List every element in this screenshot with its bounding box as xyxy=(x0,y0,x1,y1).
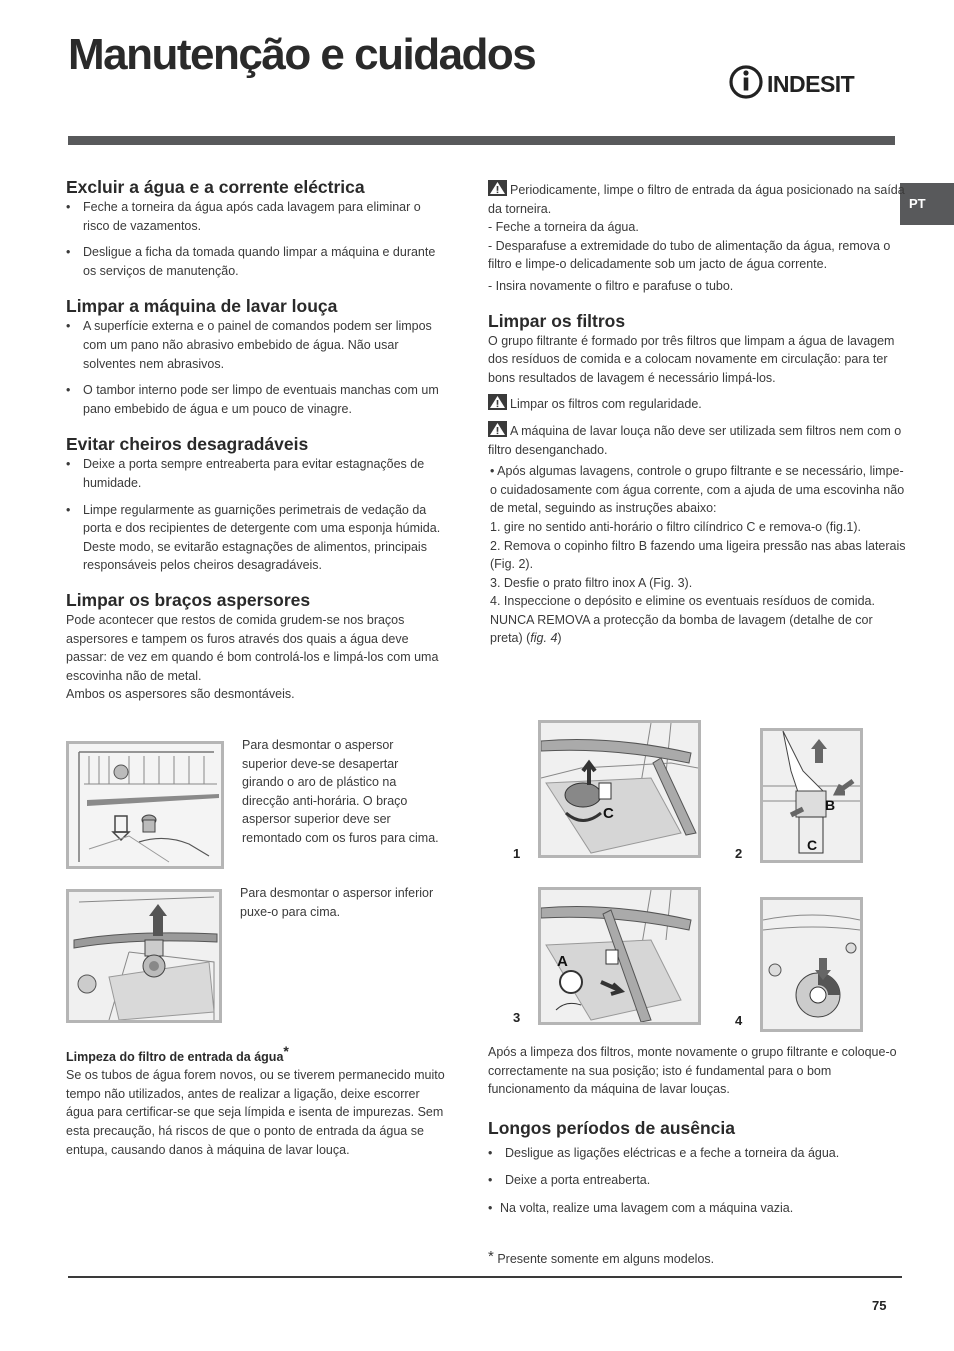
paragraph: Ambos os aspersores são desmontáveis. xyxy=(66,687,295,702)
paragraph xyxy=(488,421,906,459)
section-heading: Limpar os filtros xyxy=(488,310,626,331)
brand-text: INDESIT xyxy=(767,71,855,97)
page-title: Manutenção e cuidados xyxy=(68,30,536,79)
section-heading: Limpar os braços aspersores xyxy=(66,589,311,610)
upper-spray-arm-illustration xyxy=(66,741,224,869)
filter-label-b: B xyxy=(825,797,836,813)
paragraph: - Feche a torneira da água. xyxy=(488,220,639,235)
right-column xyxy=(488,180,906,648)
list-item: • O tambor interno pode ser limpo de eventuais manchas com um pano embebido de água e um pouco de vinagre. xyxy=(66,381,444,418)
filter-figure-4 xyxy=(760,897,863,1032)
paragraph: • Após algumas lavagens, controle o grupo filtrante e se necessário, limpe-o cuidadosamente com água corrente, com a ajuda de uma escovinha não de metal, seguindo as instruções abaixo: xyxy=(490,464,905,516)
paragraph: Pode acontecer que restos de comida grudem-se nos braços aspersores e tampem os furos através dos quais a água deve passar: de vez em quando é bom controlá-los e limpá-los com uma escovinha não de metal. xyxy=(66,612,439,683)
footnote-text: Presente somente em alguns modelos. xyxy=(497,1252,715,1266)
bullet-list xyxy=(66,455,444,575)
warning-text: A máquina de lavar louça não deve ser utilizada sem filtros nem com o filtro desenganchado. xyxy=(488,423,902,457)
bullet-list xyxy=(66,198,444,280)
warning-icon xyxy=(488,421,507,437)
section-heading: Longos períodos de ausência xyxy=(488,1117,735,1138)
inlet-filter-section xyxy=(66,1042,446,1159)
figure-number: 3 xyxy=(513,1010,521,1025)
section-heading xyxy=(66,1042,446,1066)
filter-figure-1 xyxy=(538,720,701,858)
figure-number: 4 xyxy=(735,1013,743,1028)
step: 1. gire no sentido anti-horário o filtro cilíndrico C e remova-o (fig.1). xyxy=(490,519,861,534)
language-tab: PT xyxy=(900,183,954,225)
warning-text: Periodicamente, limpe o filtro de entrada da água posicionado na saída da torneira. xyxy=(488,183,905,216)
list-item: • A superfície externa e o painel de comandos podem ser limpos com um pano não abrasivo embebido de água. Não usar solventes nem abrasivos. xyxy=(66,317,444,373)
paragraph xyxy=(488,394,906,414)
paragraph xyxy=(488,180,906,218)
asterisk: * xyxy=(488,1248,494,1265)
figure-number: 1 xyxy=(513,846,521,861)
filter-figure-2 xyxy=(760,728,863,863)
page-number: 75 xyxy=(872,1298,887,1313)
list-item: • Desligue a ficha da tomada quando limpar a máquina e durante os serviços de manutenção. xyxy=(66,243,444,280)
left-column xyxy=(66,176,444,704)
step xyxy=(490,592,906,648)
filter-instructions xyxy=(488,462,906,648)
footer-line xyxy=(68,1276,902,1278)
upper-spray-arm-caption: Para desmontar o aspersor superior deve-se desapertar girando o aro de plástico na direcção anti-horária. O braço aspersor superior deve ser remontado com os furos para cima. xyxy=(242,738,439,845)
section-heading: Limpar a máquina de lavar louça xyxy=(66,296,338,317)
step-text-end: ) xyxy=(557,631,562,646)
paragraph: Se os tubos de água forem novos, ou se tiverem permanecido muito tempo não utilizados, antes de realizar a ligação, deixe escorrer água para certificar-se que seja límpida e isenta de impurezas. Sem esta precaução, há riscos de que o ponto de entrada da água se entupa, causando danos à máquina de lavar louça. xyxy=(66,1068,445,1157)
paragraph: - Desparafuse a extremidade do tubo de alimentação da água, remova o filtro e limpe-o delicadamente sob um jacto de água corrente. xyxy=(488,238,891,272)
list-item: • Feche a torneira da água após cada lavagem para eliminar o risco de vazamentos. xyxy=(66,198,444,235)
footnote xyxy=(488,1248,898,1269)
heading-text: Limpeza do filtro de entrada da água xyxy=(66,1050,284,1065)
warning-icon xyxy=(488,394,507,410)
filter-label-a: A xyxy=(557,953,568,970)
paragraph: Após a limpeza dos filtros, monte novamente o grupo filtrante e coloque-o correctamente na sua posição; isto é fundamental para o bom funcionamento da máquina de lavar louças. xyxy=(488,1045,897,1097)
header-bar xyxy=(68,136,895,145)
warning-text: Limpar os filtros com regularidade. xyxy=(510,397,702,412)
section-heading: Excluir a água e a corrente eléctrica xyxy=(66,177,365,197)
bullet-list xyxy=(66,317,444,418)
list-item: • Deixe a porta sempre entreaberta para evitar estagnações de humidade. xyxy=(66,455,444,492)
step: 3. Desfie o prato filtro inox A (Fig. 3). xyxy=(490,575,693,590)
bullet-list xyxy=(488,1144,906,1218)
filter-label-c: C xyxy=(603,805,614,822)
right-lower-section xyxy=(488,1043,906,1218)
indesit-logo xyxy=(728,60,880,106)
paragraph: O grupo filtrante é formado por três filtros que limpam a água de lavagem dos resíduos de comida e a colocam novamente em circulação: para ter bons resultados de lavagem é necessário limpá-los. xyxy=(488,333,895,385)
filter-label-c: C xyxy=(807,837,818,853)
paragraph: - Insira novamente o filtro e parafuse o tubo. xyxy=(488,278,734,293)
list-item: • Limpe regularmente as guarnições perimetrais de vedação da porta e dos recipientes de detergente com uma esponja húmida. Deste modo, se evitarão estagnações de alimentos, principais responsáveis pelos cheiros desagradáveis. xyxy=(66,501,444,575)
filter-figure-3 xyxy=(538,887,701,1025)
list-item: • Deixe a porta entreaberta. xyxy=(488,1171,906,1190)
figure-number: 2 xyxy=(735,846,743,861)
step: 2. Remova o copinho filtro B fazendo uma ligeira pressão nas abas laterais (Fig. 2). xyxy=(490,538,906,572)
warning-icon xyxy=(488,180,507,196)
section-heading: Evitar cheiros desagradáveis xyxy=(66,434,309,455)
list-item: • Desligue as ligações eléctricas e a feche a torneira da água. xyxy=(488,1144,906,1163)
lower-spray-arm-caption: Para desmontar o aspersor inferior puxe-o para cima. xyxy=(240,886,434,919)
step-text: 4. Inspeccione o depósito e elimine os eventuais resíduos de comida. NUNCA REMOVA a protecção da bomba de lavagem (detalhe de cor preta) ( xyxy=(490,594,875,646)
fig-reference: fig. 4 xyxy=(530,631,558,646)
lower-spray-arm-illustration xyxy=(66,889,222,1023)
list-item: • Na volta, realize uma lavagem com a máquina vazia. xyxy=(488,1199,906,1218)
asterisk: * xyxy=(283,1043,289,1059)
